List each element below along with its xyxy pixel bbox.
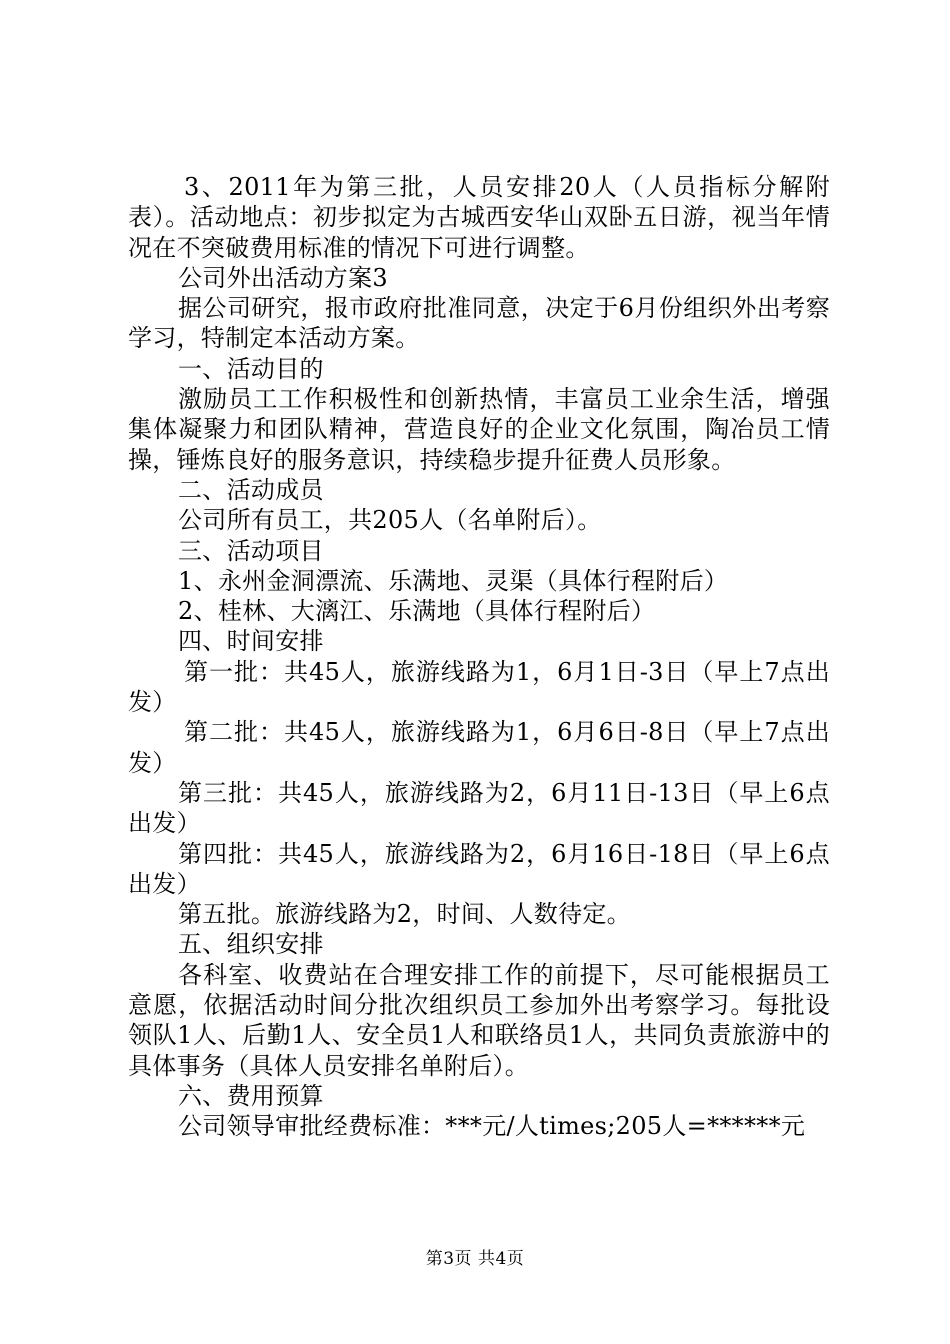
schedule-batch-4: 第四批：共45人，旅游线路为2，6月16日-18日（早上6点出发） [128, 839, 830, 898]
paragraph-budget: 公司领导审批经费标准：***元/人times;205人=******元 [178, 1112, 806, 1141]
heading-activity-purpose: 一、活动目的 [178, 354, 324, 383]
section-title-plan-3: 公司外出活动方案3 [178, 263, 388, 292]
list-item-route-2: 2、桂林、大漓江、乐满地（具体行程附后） [178, 597, 656, 626]
schedule-batch-5: 第五批。旅游线路为2，时间、人数待定。 [178, 900, 631, 929]
paragraph-intro: 据公司研究，报市政府批准同意，决定于6月份组织外出考察学习，特制定本活动方案。 [128, 294, 830, 353]
heading-activity-members: 二、活动成员 [178, 475, 324, 504]
list-item-route-1: 1、永州金洞漂流、乐满地、灵渠（具体行程附后） [178, 566, 729, 595]
paragraph-activity-purpose: 激励员工工作积极性和创新热情，丰富员工业余生活，增强集体凝聚力和团队精神，营造良好的企业文化氛围，陶冶员工情操，锤炼良好的服务意识，持续稳步提升征费人员形象。 [128, 385, 830, 474]
document-body [128, 172, 830, 1142]
heading-schedule: 四、时间安排 [178, 627, 324, 656]
paragraph-batch-three: 3、2011年为第三批，人员安排20人（人员指标分解附表）。活动地点：初步拟定为古城西安华山双卧五日游，视当年情况在不突破费用标准的情况下可进行调整。 [128, 173, 830, 262]
schedule-batch-3: 第三批：共45人，旅游线路为2，6月11日-13日（早上6点出发） [128, 778, 830, 838]
heading-budget: 六、费用预算 [178, 1081, 324, 1110]
schedule-batch-1: 第一批：共45人，旅游线路为1，6月1日-3日（早上7点出发） [128, 657, 830, 717]
paragraph-organization: 各科室、收费站在合理安排工作的前提下，尽可能根据员工意愿，依据活动时间分批次组织员工参加外出考察学习。每批设领队1人、后勤1人、安全员1人和联络员1人，共同负责旅游中的具体事务（具体人员安排名单附后）。 [128, 960, 830, 1080]
page-number-footer: 第3页 共4页 [425, 1249, 525, 1269]
heading-organization: 五、组织安排 [178, 930, 324, 959]
schedule-batch-2: 第二批：共45人，旅游线路为1，6月6日-8日（早上7点出发） [128, 718, 830, 777]
heading-activity-items: 三、活动项目 [178, 536, 324, 565]
paragraph-activity-members: 公司所有员工，共205人（名单附后）。 [178, 506, 602, 535]
